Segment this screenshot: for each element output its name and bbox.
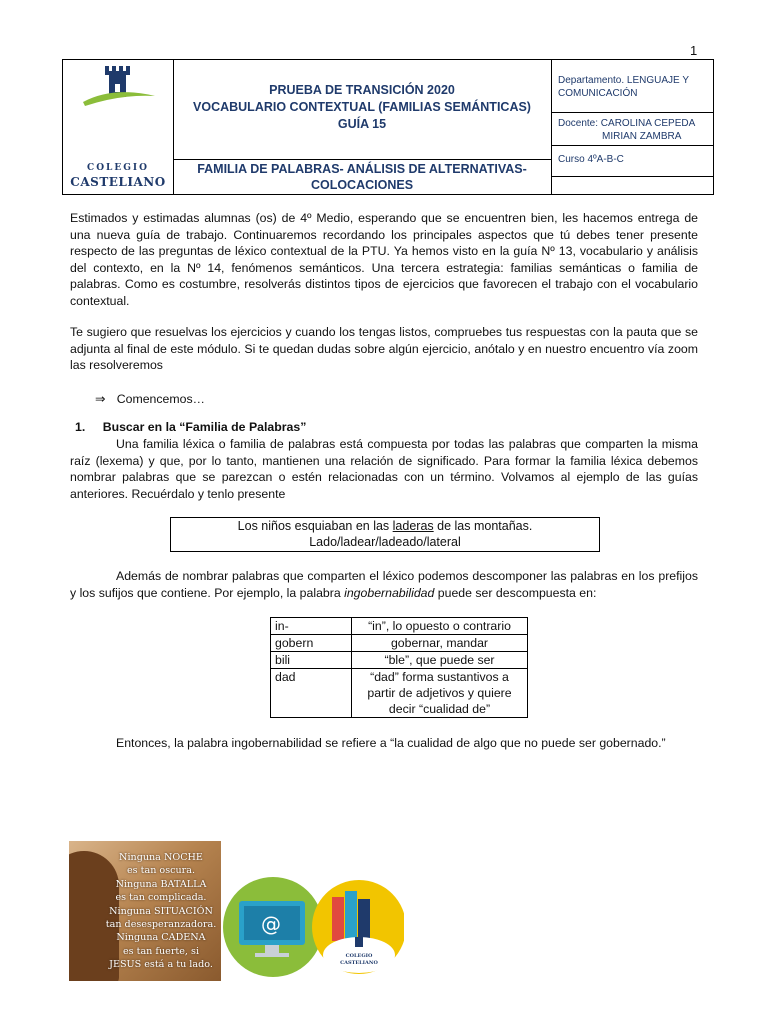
poster-text [105,851,217,972]
morpheme-part: dad [271,669,352,718]
decompose-text: puede ser descompuesta en: [434,585,597,600]
castle-tower-icon [63,60,173,160]
example-sentence [171,518,599,534]
morpheme-part: in- [271,618,352,635]
start-label: Comencemos… [116,392,205,406]
poster-line: Ninguna CADENA [116,932,206,944]
motivational-poster [69,841,221,981]
logo-text-colegio: COLEGIO [87,163,149,173]
poster-line: tan desesperanzadora. [105,919,217,931]
guide-subtitle [173,160,552,194]
page-number: 1 [690,43,698,58]
blank-cell [552,177,713,194]
poster-line: Ninguna SITUACIÓN [109,905,213,917]
start-line [95,391,395,408]
poster-line: es tan oscura. [126,865,196,877]
department-line: COMUNICACIÓN [558,88,638,99]
title-line: VOCABULARIO CONTEXTUAL (FAMILIAS SEMÁNTICAS) [193,100,531,114]
section-number: 1. [75,420,86,434]
suggestion-paragraph: Te sugiero que resuelvas los ejercicios y cuando los tengas listos, compruebes tus respuestas con la pauta que se adjunta al final de este módulo. Si te quedan dudas sobre algún ejercicio, anótalo y en nuestro encuentro vía zoom las resolveremos [70,325,698,373]
subtitle-line: COLOCACIONES [310,178,414,192]
poster-line: Ninguna NOCHE [119,852,203,863]
title-line: PRUEBA DE TRANSICIÓN 2020 [269,83,455,97]
table-row [271,669,528,718]
arrow-icon: ⇒ [95,392,106,406]
conclusion-paragraph: Entonces, la palabra ingobernabilidad se refiere a “la cualidad de algo que no puede ser gobernado.” [116,736,666,750]
example-text: de las montañas. [433,519,533,533]
teacher-line: MIRIAN ZAMBRA [602,131,682,142]
decompose-word: ingobernabilidad [344,585,435,600]
subtitle-line: FAMILIA DE PALABRAS- ANÁLISIS DE ALTERNATIVAS- [197,162,527,176]
morpheme-table [270,617,528,718]
intro-paragraph: Estimados y estimadas alumnas (os) de 4º Medio, esperando que se encuentren bien, les hacemos entrega de una nueva guía de trabajo. Continuaremos recordando los principales aspectos que tú debes tener presente respecto de las preguntas de léxico contextual de la PTU. Ya hemos visto en la guía Nº 13, vocabulario y análisis del contexto, en la Nº 14, fenómenos semánticos. Una tercera estrategia: familias semánticas o familia de palabras. Como es costumbre, resolverás distintos tipos de ejercicios que favorecen el trabajo con el vocabulario contextual. [70,211,698,308]
logo-text-casteliano: CASTELIANO [70,175,166,189]
section-title: Buscar en la “Familia de Palabras” [102,420,307,434]
decompose-paragraph [70,568,698,601]
footer-images [69,841,404,981]
badge-text: CASTELIANO [340,960,378,966]
example-family: Lado/ladear/ladeado/lateral [309,535,461,549]
section-heading [75,419,703,436]
course-cell: Curso 4ºA-B-C [552,146,713,177]
title-line: GUÍA 15 [337,117,387,131]
book-icon [332,897,344,941]
morpheme-meaning: gobernar, mandar [352,635,528,652]
morpheme-meaning: “dad” forma sustantivos a partir de adjetivos y quiere decir “cualidad de” [352,669,528,718]
online-class-illustration [221,869,404,981]
poster-line: JESUS está a tu lado. [109,959,213,971]
example-box [170,517,600,552]
book-icon [358,899,370,941]
poster-line: es tan fuerte, si [122,945,200,957]
teacher-line: Docente: CAROLINA CEPEDA [558,118,696,129]
guide-title [173,60,552,160]
morpheme-part: gobern [271,635,352,652]
table-row [271,618,528,635]
teacher-cell [552,113,713,146]
book-icon [345,891,357,941]
decompose-text: Además de nombrar palabras que comparten el léxico podemos descomponer las palabras en los prefijos y los sufijos que contiene. Por ejemplo, la palabra [70,569,698,600]
poster-line: es tan complicada. [115,892,207,904]
table-row [271,635,528,652]
example-highlight: laderas [392,519,434,533]
header-table [62,59,714,195]
at-sign-icon: @ [261,912,281,936]
department-cell [552,60,713,113]
section-paragraph: Una familia léxica o familia de palabras está compuesta por todas las palabras que comparten la misma raíz (lexema) y que, por lo tanto, mantienen una relación de significado. Para formar la familia léxica debemos nombrar palabras que se parezcan o estén relacionadas con un término. Volvamos al ejemplo de las guías anteriores. Recuérdalo y tenlo presente [70,437,698,501]
school-logo [63,60,174,194]
table-row [271,652,528,669]
morpheme-meaning: “in”, lo opuesto o contrario [352,618,528,635]
poster-line: Ninguna BATALLA [115,878,207,890]
badge-text: COLEGIO [345,953,373,959]
morpheme-part: bili [271,652,352,669]
morpheme-meaning: “ble”, que puede ser [352,652,528,669]
example-text: Los niños esquiaban en las [237,519,393,533]
department-line: Departamento. LENGUAJE Y [558,75,689,86]
